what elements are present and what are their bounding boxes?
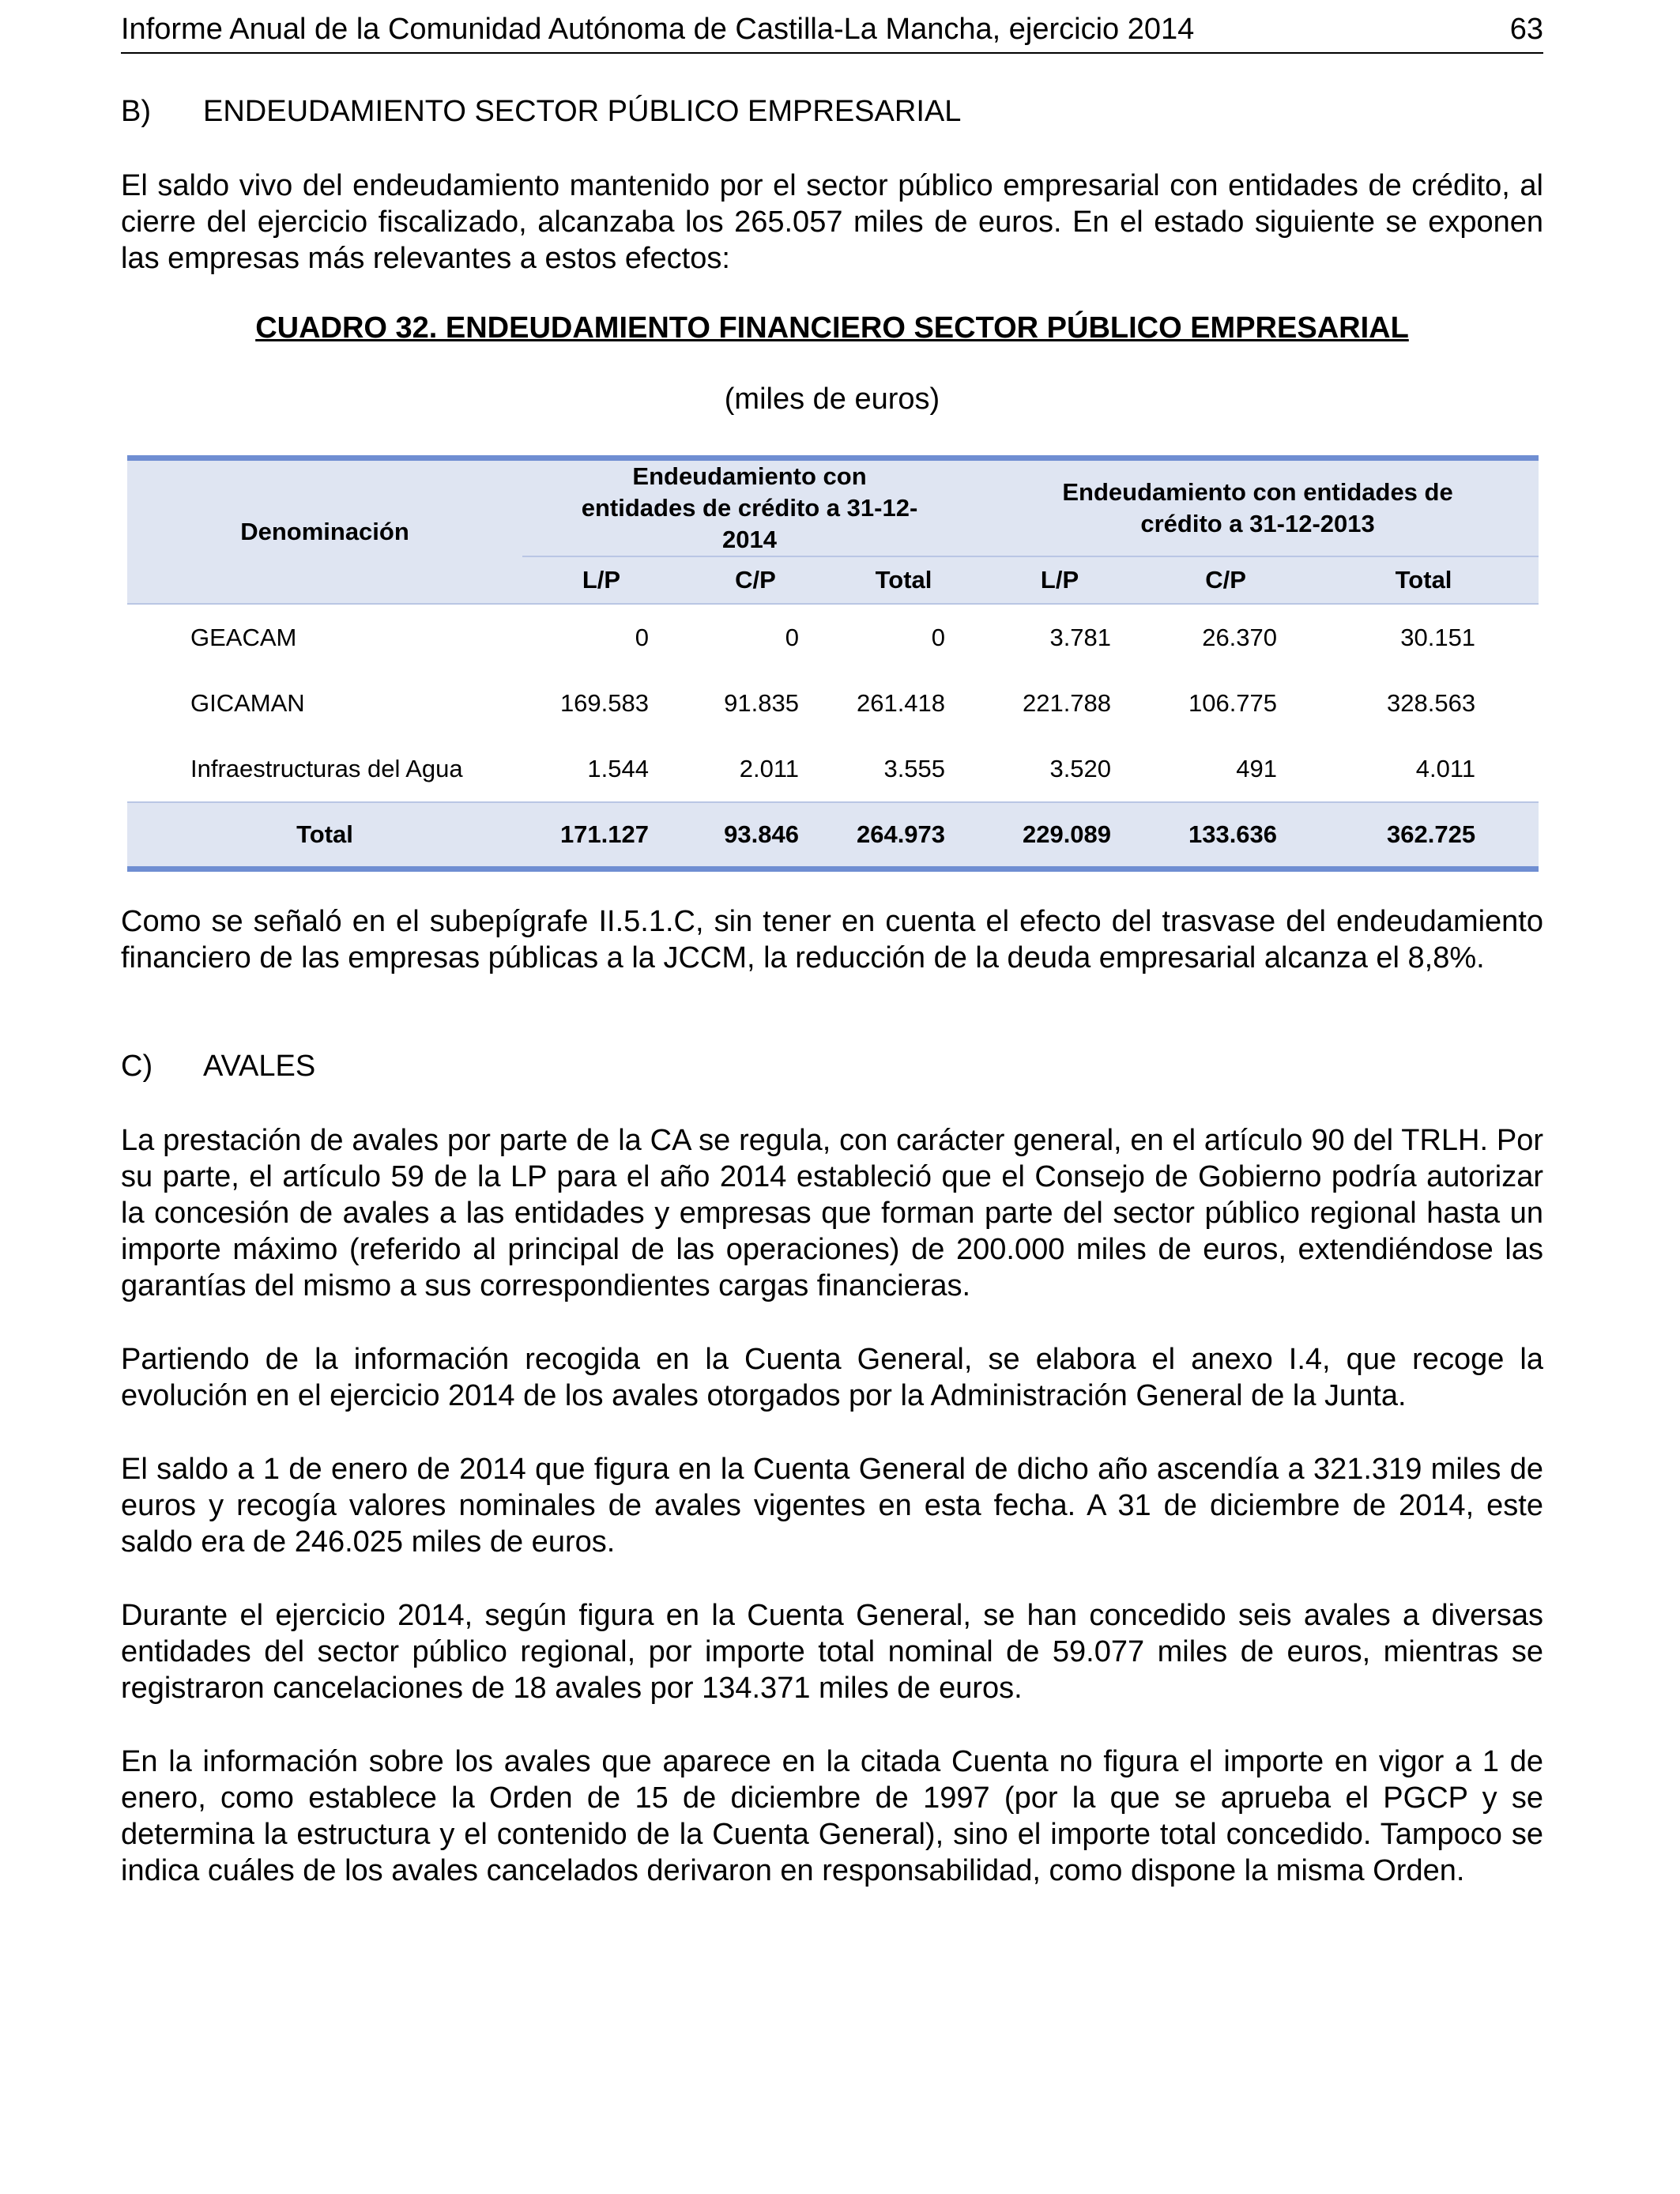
section-b-letter: B) bbox=[121, 95, 151, 128]
page-number: 63 bbox=[1509, 13, 1543, 46]
header-group-2014: Endeudamiento con entidades de crédito a 31-12-2014 bbox=[522, 458, 977, 557]
cell-value: 3.520 bbox=[1049, 754, 1112, 782]
row-name: Infraestructuras del Agua bbox=[190, 754, 463, 782]
table-header-row bbox=[127, 458, 1539, 557]
section-c-paragraph: Partiendo de la información recogida en la Cuenta General, se elabora el anexo I.4, que recoge la evolución en el ejercicio 2014 de los avales otorgados por la Administración General de la Junta. bbox=[121, 1343, 1543, 1412]
table-row bbox=[127, 604, 1539, 670]
cell-value: 2.011 bbox=[739, 754, 799, 782]
cell-value: 30.151 bbox=[1400, 623, 1476, 651]
cell-value: 91.835 bbox=[724, 688, 799, 717]
debt-table bbox=[127, 455, 1539, 872]
table-row bbox=[127, 670, 1539, 736]
subheader-cp-2014: C/P bbox=[680, 556, 831, 604]
page-header bbox=[121, 11, 1543, 54]
row-name: GICAMAN bbox=[190, 688, 305, 717]
cell-value: 106.775 bbox=[1188, 688, 1278, 717]
cell-value: 1.544 bbox=[587, 754, 649, 782]
total-value: 171.127 bbox=[522, 802, 680, 869]
cell-value: 0 bbox=[785, 623, 799, 651]
table-row bbox=[127, 736, 1539, 802]
total-value: 362.725 bbox=[1309, 802, 1539, 869]
section-c-title: AVALES bbox=[203, 1050, 316, 1083]
table-total-row bbox=[127, 802, 1539, 869]
total-value: 93.846 bbox=[680, 802, 831, 869]
subheader-lp-2014: L/P bbox=[522, 556, 680, 604]
row-name: GEACAM bbox=[190, 623, 297, 651]
cell-value: 169.583 bbox=[559, 688, 649, 717]
header-title: Informe Anual de la Comunidad Autónoma de Castilla-La Mancha, ejercicio 2014 bbox=[121, 13, 1195, 46]
cell-value: 0 bbox=[635, 623, 649, 651]
section-b-heading bbox=[121, 95, 961, 129]
cell-value: 328.563 bbox=[1387, 688, 1476, 717]
cell-value: 4.011 bbox=[1415, 754, 1476, 782]
cell-value: 3.555 bbox=[883, 754, 946, 782]
cell-value: 26.370 bbox=[1202, 623, 1278, 651]
table-title: CUADRO 32. ENDEUDAMIENTO FINANCIERO SECTOR PÚBLICO EMPRESARIAL bbox=[255, 311, 1409, 345]
cell-value: 0 bbox=[931, 623, 946, 651]
total-value: 133.636 bbox=[1143, 802, 1309, 869]
subheader-lp-2013: L/P bbox=[977, 556, 1143, 604]
section-c-paragraph: El saldo a 1 de enero de 2014 que figura en la Cuenta General de dicho año ascendía a 321.319 miles de euros y recogía valores nominales de avales vigentes en esta fecha. A 31 de diciembre de 2014, este saldo era de 246.025 miles de euros. bbox=[121, 1453, 1543, 1559]
subheader-total-2014: Total bbox=[831, 556, 977, 604]
subheader-cp-2013: C/P bbox=[1143, 556, 1309, 604]
section-c-paragraph: La prestación de avales por parte de la CA se regula, con carácter general, en el artículo 90 del TRLH. Por su parte, el artículo 59 de la LP para el año 2014 estableció que el Consejo de Gobierno podría autorizar la concesión de avales a las entidades y empresas que forman parte del sector público regional hasta un importe máximo (referido al principal de las operaciones) de 200.000 miles de euros, extendiéndose las garantías del mismo a sus correspondientes cargas financieras. bbox=[121, 1124, 1543, 1302]
cell-value: 3.781 bbox=[1049, 623, 1112, 651]
paragraph-after-table: Como se señaló en el subepígrafe II.5.1.C, sin tener en cuenta el efecto del trasvase del endeudamiento financiero de las empresas públicas a la JCCM, la reducción de la deuda empresarial alcanza el 8,8%. bbox=[121, 905, 1543, 974]
cell-value: 261.418 bbox=[856, 688, 946, 717]
cell-value: 221.788 bbox=[1022, 688, 1112, 717]
table-units: (miles de euros) bbox=[724, 383, 940, 416]
total-value: 229.089 bbox=[977, 802, 1143, 869]
section-c-paragraph: Durante el ejercicio 2014, según figura en la Cuenta General, se han concedido seis avales a diversas entidades del sector público regional, por importe total nominal de 59.077 miles de euros, mientras se registraron cancelaciones de 18 avales por 134.371 miles de euros. bbox=[121, 1599, 1543, 1705]
total-label: Total bbox=[127, 802, 522, 869]
section-c-letter: C) bbox=[121, 1050, 153, 1083]
total-value: 264.973 bbox=[831, 802, 977, 869]
cell-value: 491 bbox=[1236, 754, 1278, 782]
section-c-paragraph: En la información sobre los avales que aparece en la citada Cuenta no figura el importe en vigor a 1 de enero, como establece la Orden de 15 de diciembre de 1997 (por la que se aprueba el PGCP y se determina la estructura y el contenido de la Cuenta General), sino el importe total concedido. Tampoco se indica cuáles de los avales cancelados derivaron en responsabilidad, como dispone la misma Orden. bbox=[121, 1745, 1543, 1887]
section-b-paragraph: El saldo vivo del endeudamiento mantenido por el sector público empresarial con entidades de crédito, al cierre del ejercicio fiscalizado, alcanzaba los 265.057 miles de euros. En el estado siguiente se exponen las empresas más relevantes a estos efectos: bbox=[121, 169, 1543, 275]
header-denominacion: Denominación bbox=[127, 458, 522, 605]
section-c-heading bbox=[121, 1050, 315, 1084]
section-b-title: ENDEUDAMIENTO SECTOR PÚBLICO EMPRESARIAL bbox=[203, 95, 962, 128]
header-group-2013: Endeudamiento con entidades de crédito a 31-12-2013 bbox=[977, 458, 1539, 557]
subheader-total-2013: Total bbox=[1309, 556, 1539, 604]
